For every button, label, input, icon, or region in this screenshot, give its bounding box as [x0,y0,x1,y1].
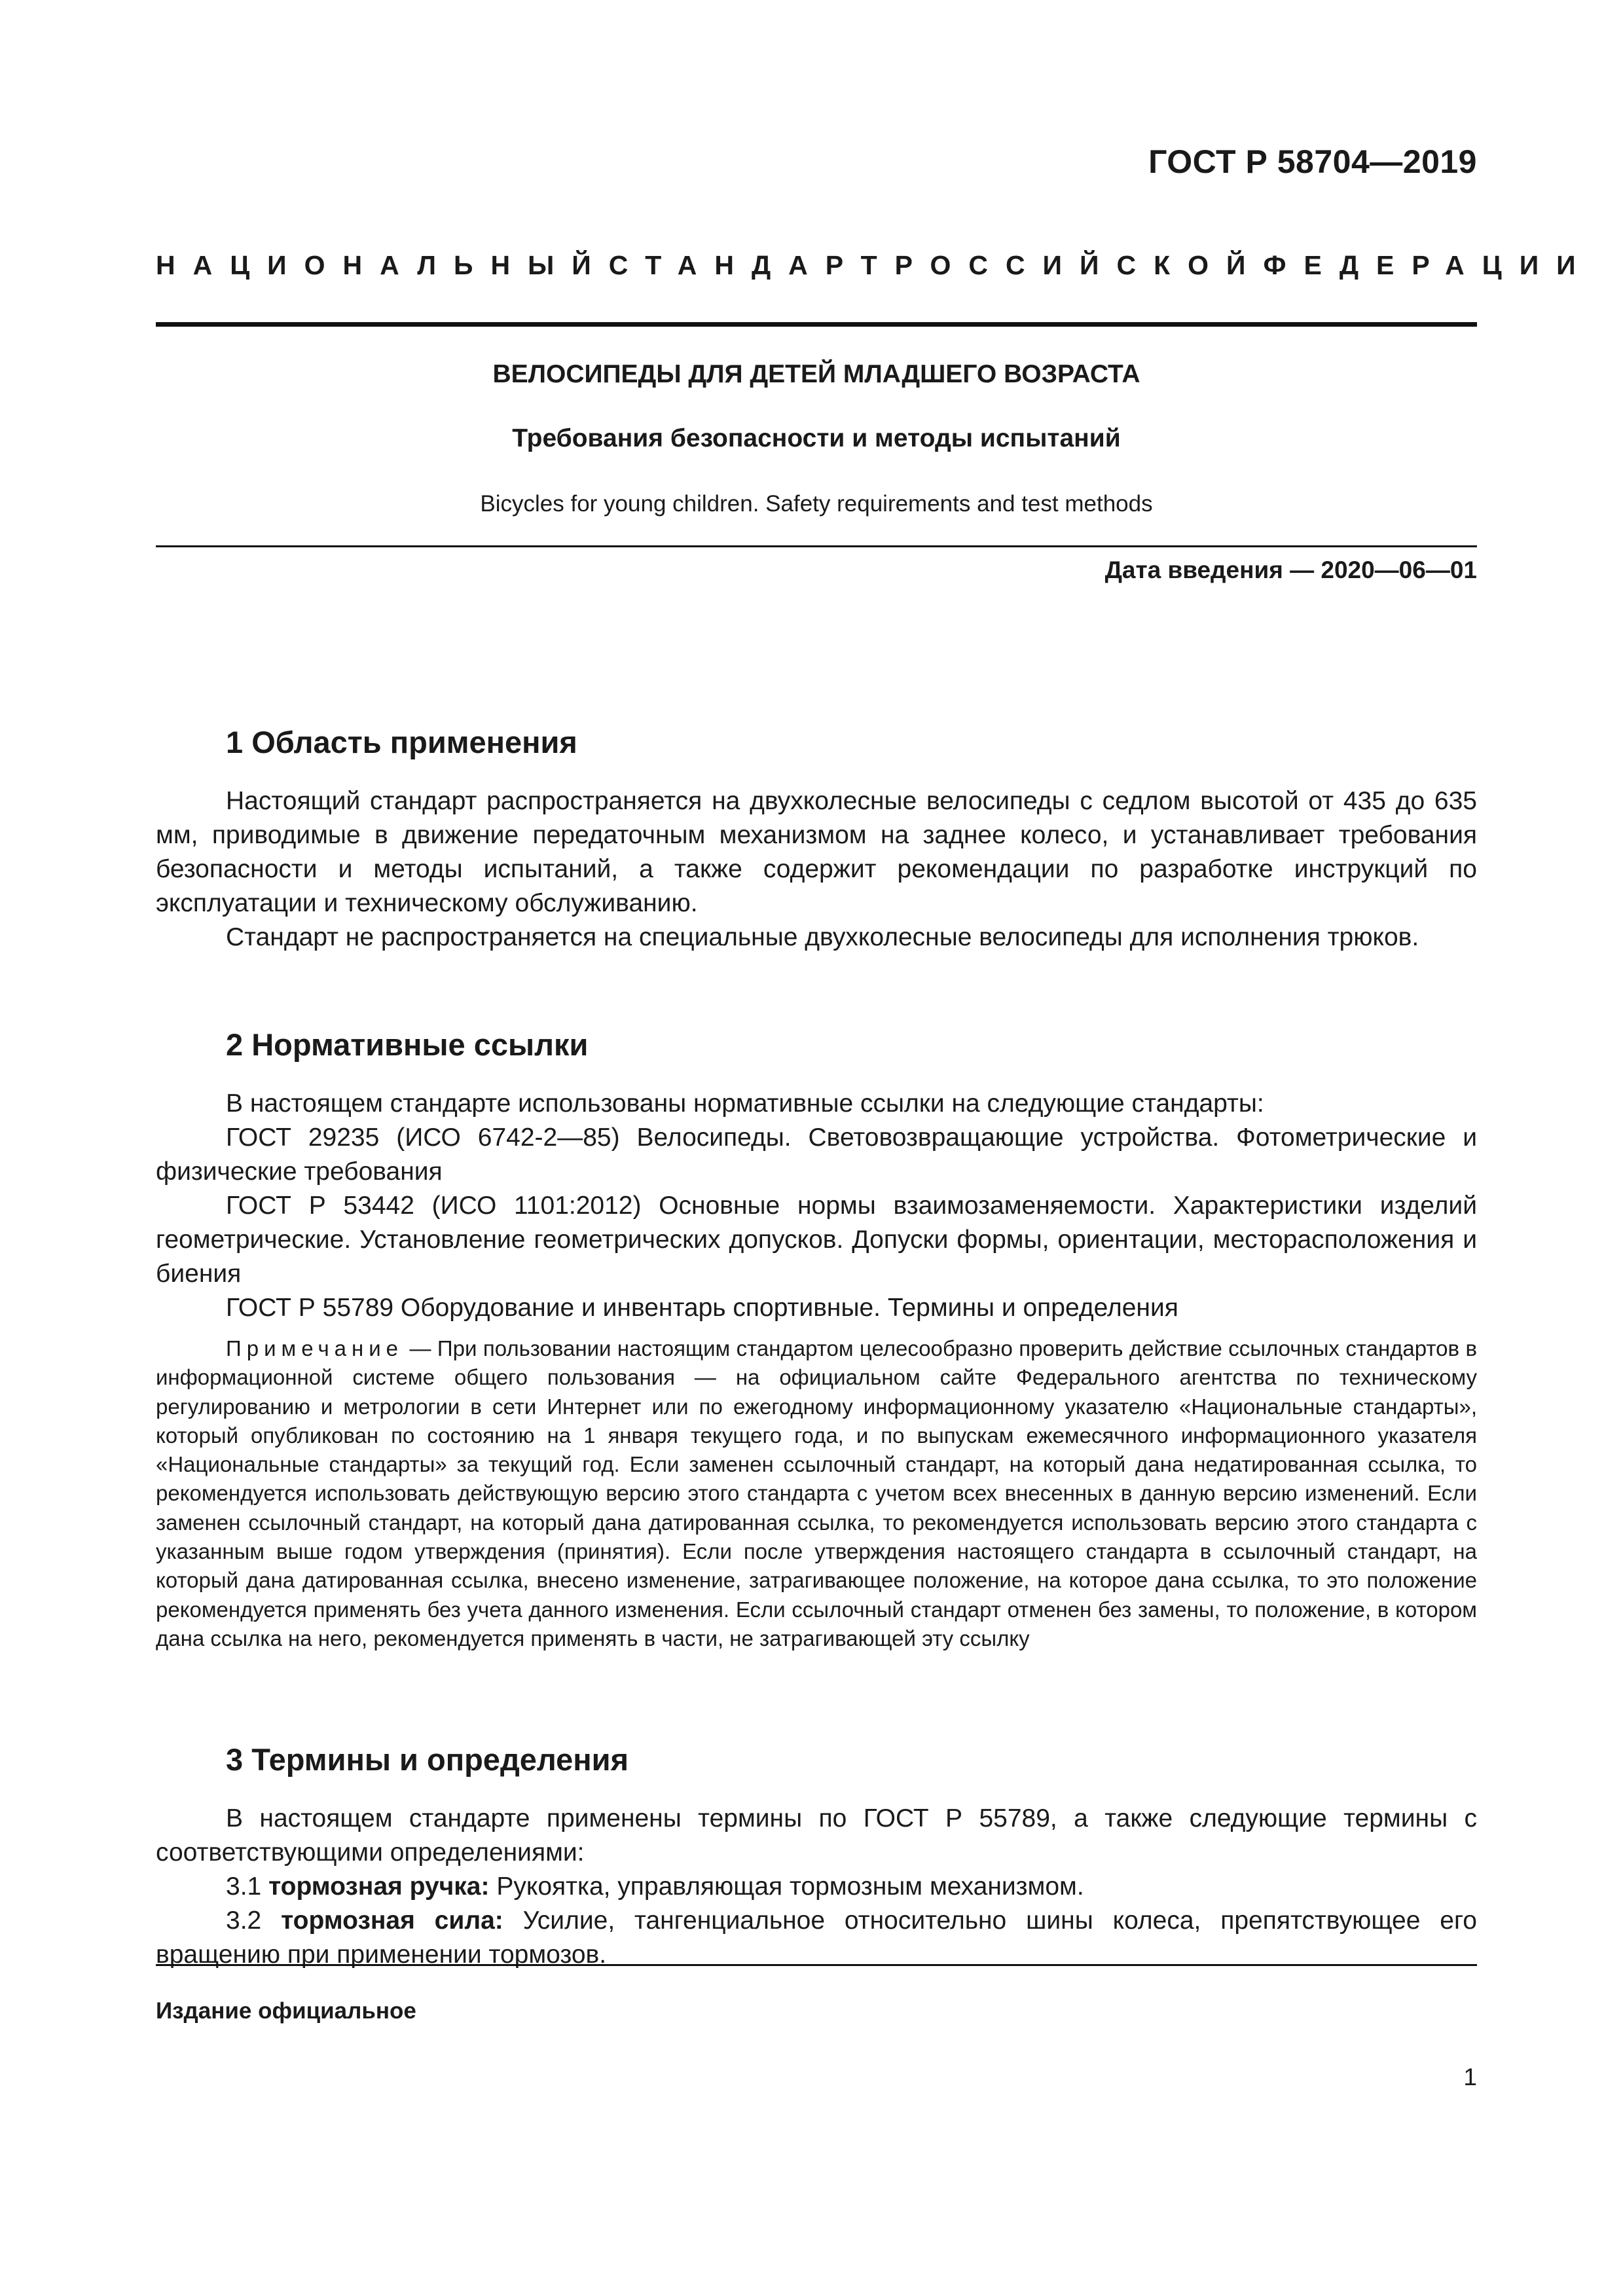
document-title-english: Bicycles for young children. Safety requirements and test methods [480,491,1153,517]
official-edition-label: Издание официальное [156,1998,416,2024]
national-banner-word: РОССИЙСКОЙ [894,250,1264,280]
national-standard-banner [156,250,1594,281]
term-3-1-name: тормозная ручка: [268,1872,490,1901]
term-3-1-definition: Рукоятка, управляющая тормозным механизмом. [489,1872,1084,1901]
section-3-heading: 3 Термины и определения [226,1742,629,1777]
document-code: ГОСТ Р 58704—2019 [1148,143,1477,180]
term-3-2-name: тормозная сила: [281,1906,503,1935]
footer-rule [156,1964,1477,1966]
section-3-intro: В настоящем стандарте применены термины по ГОСТ Р 55789, а также следующие термины с соответствующими определениями: [156,1804,1477,1867]
note-label: Примечание [226,1336,404,1360]
national-banner-word: ФЕДЕРАЦИИ [1263,250,1594,280]
document-title: ВЕЛОСИПЕДЫ ДЛЯ ДЕТЕЙ МЛАДШЕГО ВОЗРАСТА [492,360,1140,388]
references-note [156,1334,1477,1653]
term-3-2-definition: Усилие, тангенциальное относительно шины колеса, препятствующее его вращению при применении тормозов. [156,1906,1478,1969]
national-banner-word: СТАНДАРТ [608,250,895,280]
note-text: — При пользовании настоящим стандартом целесообразно проверить действие ссылочных стандартов в информационной системе общего пользования — на официальном сайте Федерального агентства по техническому регулированию и метрологии в сети Интернет или по ежегодному информационному указателю «Национальные стандарты», который опубликован по состоянию на 1 января текущего года, и по выпускам ежемесячного информационного указателя «Национальные стандарты» за текущий год. Если заменен ссылочный стандарт, на который дана недатированная ссылка, то рекомендуется использовать действующую версию этого стандарта с учетом всех внесенных в данную версию изменений. Если заменен ссылочный стандарт, на который дана датированная ссылка, то рекомендуется использовать версию этого стандарта с указанным выше годом утверждения (принятия). Если после утверждения настоящего стандарта в ссылочный стандарт, на который дана датированная ссылка, внесено изменение, затрагивающее положение, на которое дана ссылка, то это положение рекомендуется применять без учета данного изменения. Если ссылочный стандарт отменен без замены, то положение, в котором дана ссылка на него, рекомендуется применять в части, не затрагивающей эту ссылку [156,1336,1477,1650]
title-rule [156,545,1477,547]
section-2-intro: В настоящем стандарте использованы нормативные ссылки на следующие стандарты: [226,1089,1264,1118]
term-3-1 [156,1870,1477,1904]
reference-gost-r-55789: ГОСТ Р 55789 Оборудование и инвентарь спортивные. Термины и определения [226,1294,1178,1322]
section-1-paragraph-1: Настоящий стандарт распространяется на двухколесные велосипеды с седлом высотой от 435 до 635 мм, приводимые в движение передаточным механизмом на заднее колесо, и устанавливает требования безопасности и методы испытаний, а также содержит рекомендации по разработке инструкций по эксплуатации и техническому обслуживанию. [156,787,1477,917]
section-2-heading: 2 Нормативные ссылки [226,1027,589,1062]
document-subtitle: Требования безопасности и методы испытаний [512,424,1121,452]
term-3-2-number: 3.2 [226,1906,282,1935]
section-1-heading: 1 Область применения [226,725,577,759]
national-banner-word: НАЦИОНАЛЬНЫЙ [156,250,609,280]
reference-gost-29235: ГОСТ 29235 (ИСО 6742-2—85) Велосипеды. Световозвращающие устройства. Фотометрические и физические требования [156,1123,1477,1186]
reference-gost-r-53442: ГОСТ Р 53442 (ИСО 1101:2012) Основные нормы взаимозаменяемости. Характеристики изделий геометрические. Установление геометрических допусков. Допуски формы, ориентации, месторасположения и биения [156,1192,1477,1288]
page-number: 1 [1463,2064,1477,2090]
header-rule [156,322,1477,327]
term-3-1-number: 3.1 [226,1872,269,1901]
introduction-date: Дата введения — 2020—06—01 [1104,556,1477,583]
section-1-paragraph-2: Стандарт не распространяется на специальные двухколесные велосипеды для исполнения трюков. [226,923,1419,951]
term-3-2 [156,1904,1477,1972]
